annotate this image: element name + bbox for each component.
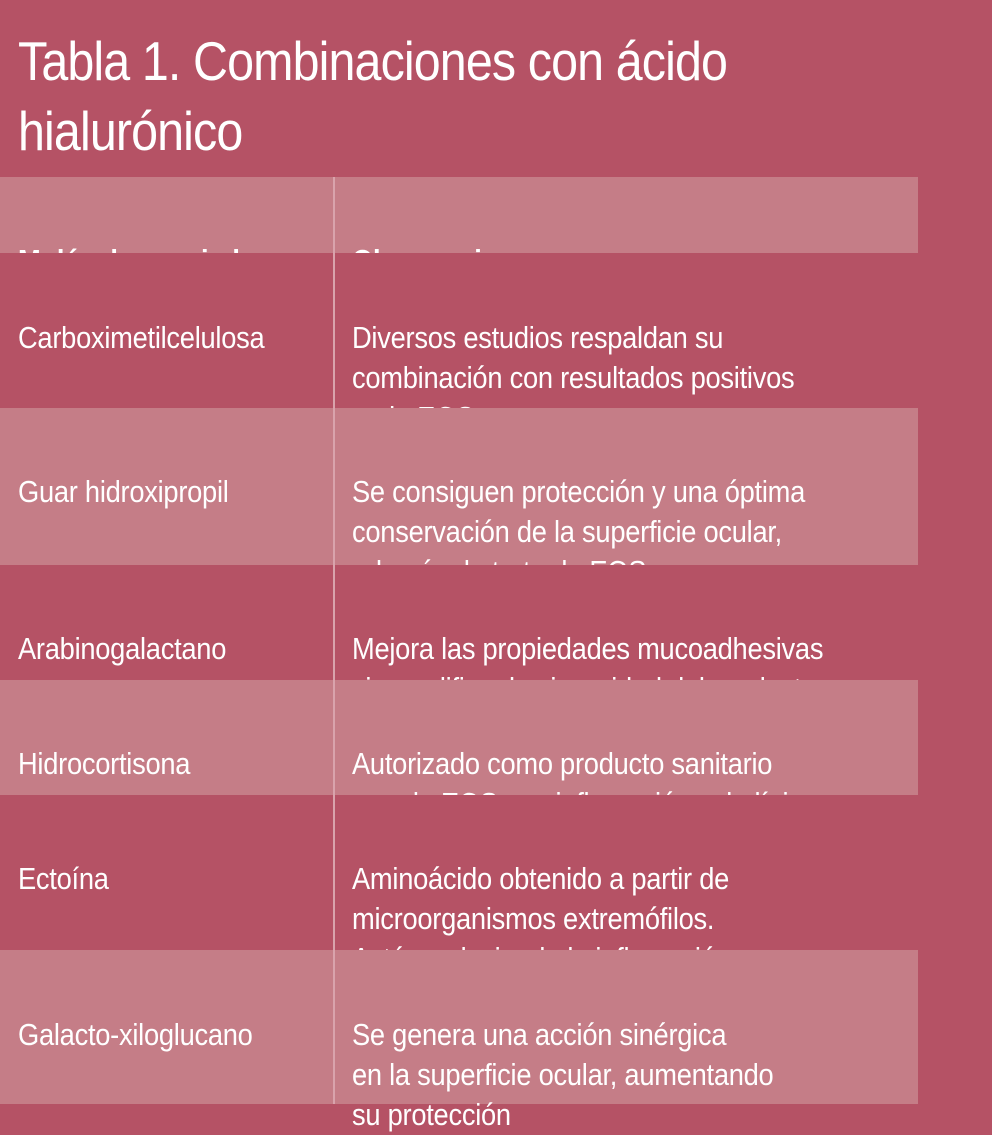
observations-text: Aminoácido obtenido a partir de microorganismos extremófilos.	[352, 861, 730, 936]
molecule-name: Carboximetilcelulosa	[18, 320, 265, 355]
observations-text: Se consiguen protección y una óptima conservación de la superficie ocular,	[352, 474, 806, 549]
molecule-cell	[0, 795, 335, 950]
molecule-cell	[0, 253, 335, 408]
header-observations-cell	[335, 177, 918, 253]
molecule-name: Ectoína	[18, 861, 109, 896]
table-header-row	[0, 177, 918, 253]
molecule-name: Hidrocortisona	[18, 746, 191, 781]
observations-cell	[335, 795, 918, 950]
header-molecule-cell	[0, 177, 335, 253]
observations-text: Mejora las propiedades mucoadhesivas	[352, 631, 824, 666]
table-row	[0, 795, 918, 950]
molecule-cell	[0, 680, 335, 795]
table-row	[0, 950, 918, 1132]
table-row	[0, 408, 918, 565]
molecule-cell	[0, 408, 335, 565]
molecule-name: Arabinogalactano	[18, 631, 227, 666]
observations-cell	[335, 408, 918, 565]
molecule-cell	[0, 950, 335, 1104]
observations-cell	[335, 253, 918, 408]
observations-cell	[335, 565, 918, 680]
table-title: Tabla 1. Combinaciones con ácido hialurónico	[18, 30, 728, 162]
molecule-cell	[0, 565, 335, 680]
molecule-name: Guar hidroxipropil	[18, 474, 229, 509]
observations-text: Se genera una acción sinérgica en la superficie ocular, aumentando su protección	[352, 1017, 774, 1132]
combinations-table	[0, 177, 918, 1132]
molecule-name: Galacto-xiloglucano	[18, 1017, 253, 1052]
observations-text: Diversos estudios respaldan su combinación con resultados positivos	[352, 320, 795, 395]
table-row	[0, 680, 918, 795]
observations-cell	[335, 680, 918, 795]
table-row	[0, 253, 918, 408]
observations-cell	[335, 950, 918, 1132]
observations-text: Autorizado como producto sanitario	[352, 746, 773, 781]
table-row	[0, 565, 918, 680]
